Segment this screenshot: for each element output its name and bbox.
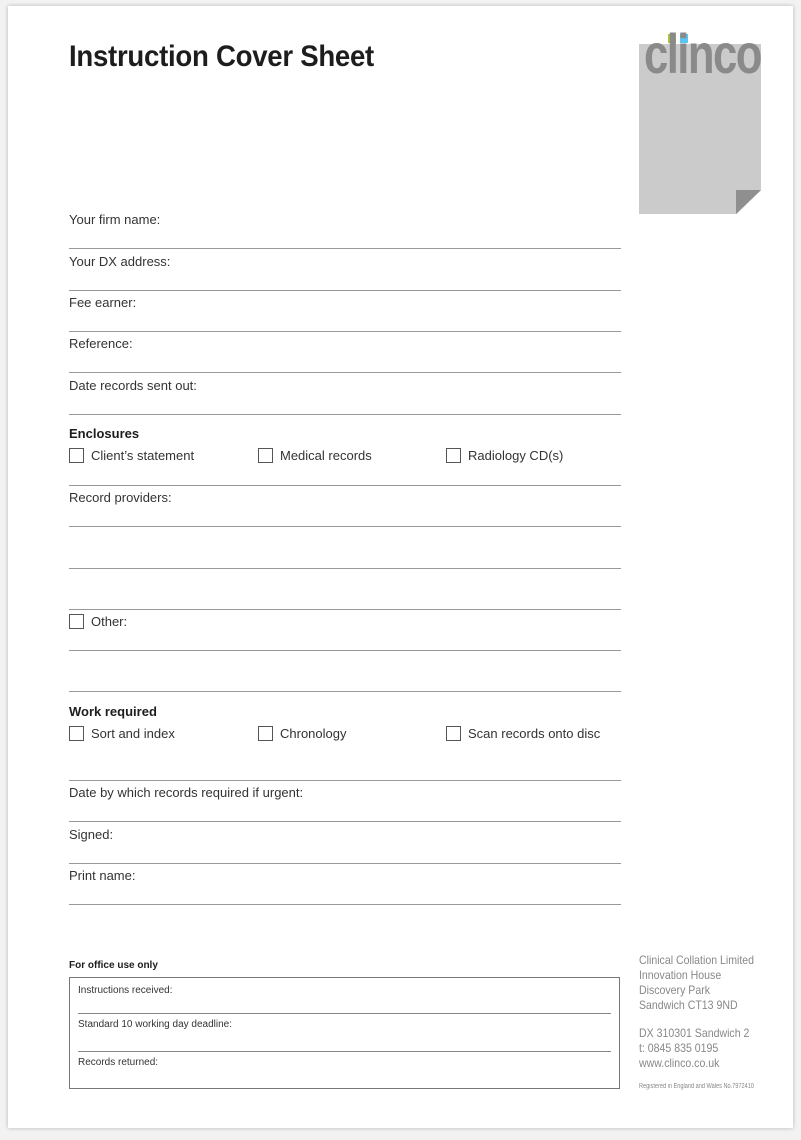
checkbox-label: Medical records (280, 448, 372, 463)
phone-number: t: 0845 835 0195 (639, 1041, 719, 1055)
enclosure-radiology-cds[interactable] (446, 448, 563, 463)
checkbox-label: Radiology CD(s) (468, 448, 564, 463)
record-providers-label: Record providers: (69, 490, 172, 505)
clinco-logo: clinco (644, 22, 761, 85)
enclosures-line (69, 485, 621, 486)
other-line-2[interactable] (69, 691, 621, 692)
deadline-label: Standard 10 working day deadline: (78, 1019, 232, 1030)
instructions-received-line[interactable] (78, 1013, 611, 1014)
work-chronology[interactable] (258, 726, 347, 741)
records-returned-label: Records returned: (78, 1057, 159, 1068)
registration-note: Registered in England and Wales No.7972410 (639, 1083, 754, 1090)
checkbox[interactable] (69, 614, 84, 629)
checkbox-label: Client’s statement (91, 448, 195, 463)
address-line: Sandwich CT13 9ND (639, 998, 738, 1012)
date-sent-label: Date records sent out: (69, 378, 197, 393)
date-sent-line[interactable] (69, 414, 621, 415)
enclosures-heading: Enclosures (69, 426, 140, 441)
record-providers-line-2[interactable] (69, 568, 621, 569)
print-name-label: Print name: (69, 868, 136, 883)
work-required-line (69, 780, 621, 781)
firm-name-label: Your firm name: (69, 212, 161, 227)
checkbox[interactable] (258, 448, 273, 463)
company-address (639, 953, 754, 1013)
checkbox[interactable] (446, 726, 461, 741)
checkbox-label: Chronology (280, 726, 347, 741)
address-line: Discovery Park (639, 983, 711, 997)
checkbox-label: Sort and index (91, 726, 175, 741)
company-name: Clinical Collation Limited (639, 953, 755, 967)
signed-line[interactable] (69, 863, 621, 864)
address-line: Innovation House (639, 968, 722, 982)
checkbox-label: Other: (91, 614, 128, 629)
instructions-received-label: Instructions received: (78, 985, 173, 996)
website-link[interactable]: www.clinco.co.uk (639, 1056, 720, 1070)
checkbox[interactable] (69, 448, 84, 463)
reference-line[interactable] (69, 372, 621, 373)
checkbox[interactable] (258, 726, 273, 741)
work-required-heading: Work required (69, 704, 157, 719)
reference-label: Reference: (69, 336, 133, 351)
dx-address-line[interactable] (69, 290, 621, 291)
signed-label: Signed: (69, 827, 114, 842)
fee-earner-label: Fee earner: (69, 295, 137, 310)
dx-number: DX 310301 Sandwich 2 (639, 1026, 750, 1040)
firm-name-line[interactable] (69, 248, 621, 249)
record-providers-line-3[interactable] (69, 609, 621, 610)
dx-address-label: Your DX address: (69, 254, 171, 269)
enclosure-medical-records[interactable] (258, 448, 372, 463)
record-providers-line-1[interactable] (69, 526, 621, 527)
page-title: Instruction Cover Sheet (69, 40, 374, 73)
work-scan-disc[interactable] (446, 726, 600, 741)
office-use-heading: For office use only (69, 960, 158, 971)
enclosure-other[interactable] (69, 614, 127, 629)
checkbox[interactable] (69, 726, 84, 741)
enclosure-client-statement[interactable] (69, 448, 194, 463)
work-sort-index[interactable] (69, 726, 175, 741)
company-contact (639, 1026, 749, 1071)
other-line-1[interactable] (69, 650, 621, 651)
deadline-line[interactable] (78, 1051, 611, 1052)
print-name-line[interactable] (69, 904, 621, 905)
checkbox[interactable] (446, 448, 461, 463)
fee-earner-line[interactable] (69, 331, 621, 332)
checkbox-label: Scan records onto disc (468, 726, 601, 741)
date-required-line[interactable] (69, 821, 621, 822)
date-required-label: Date by which records required if urgent: (69, 785, 304, 800)
